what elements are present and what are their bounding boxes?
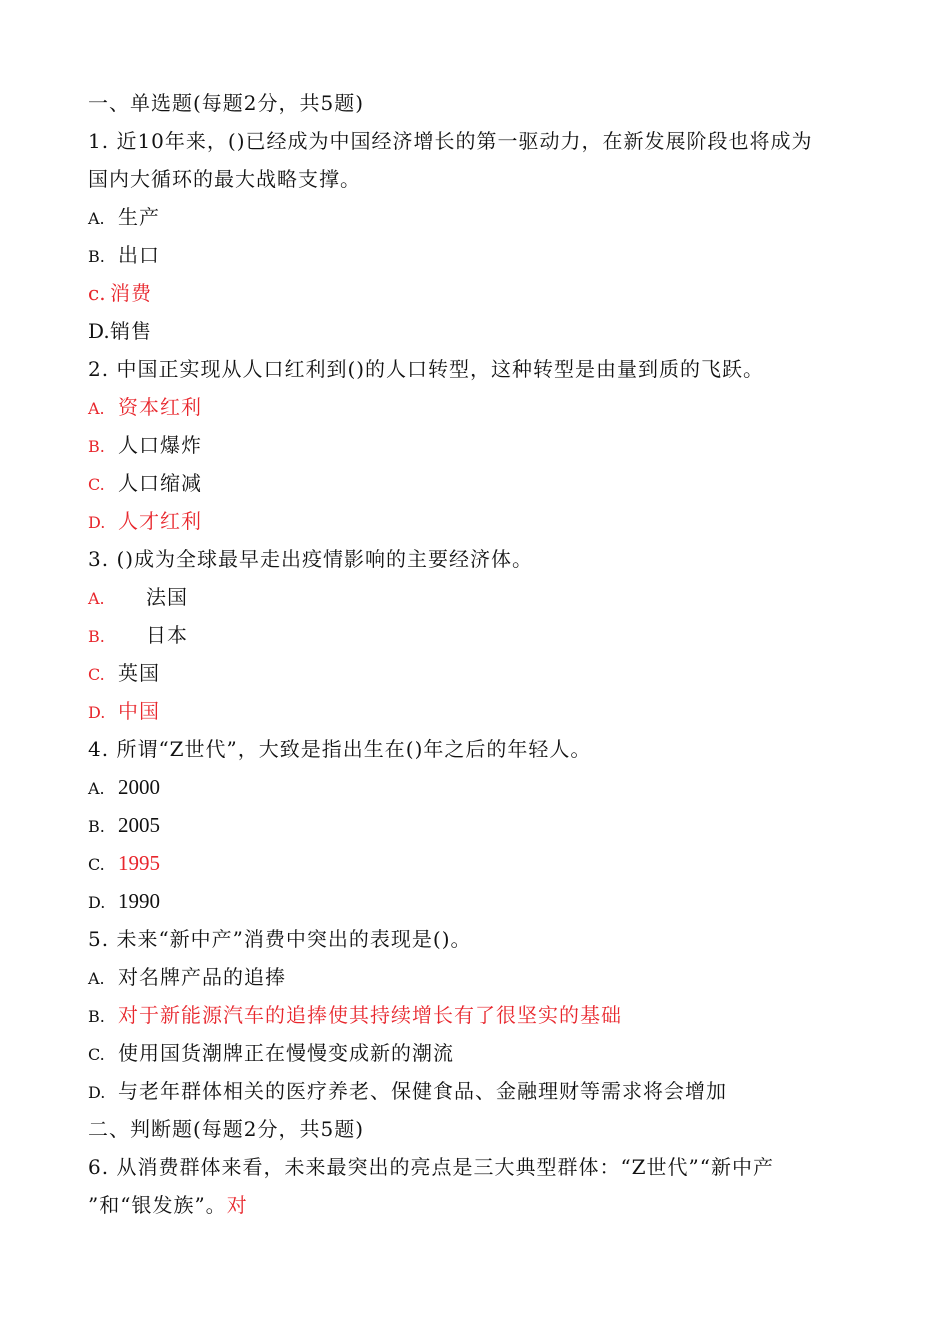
q5-option-d-text: 与老年群体相关的医疗养老、保健食品、金融理财等需求将会增加 (118, 1079, 727, 1103)
exam-document (88, 84, 878, 1224)
q6-stem-line2-text: ”和“银发族”。 (88, 1193, 227, 1217)
q2-option-a-text: 资本红利 (118, 395, 202, 419)
q1-option-c-answer (88, 274, 878, 312)
q4-option-c-text-answer: 1995 (118, 851, 160, 875)
q2-option-d-text: 人才红利 (118, 509, 202, 533)
q1-option-d-text: 销售 (110, 319, 152, 343)
section-header-true-false: 二、判断题(每题2分，共5题) (88, 1117, 365, 1141)
q1-option-d (88, 312, 878, 350)
q4-option-d-letter: D. (88, 893, 106, 912)
q5-option-c-text: 使用国货潮牌正在慢慢变成新的潮流 (118, 1041, 454, 1065)
q1-option-b (88, 236, 878, 274)
q2-option-b-letter: B. (88, 437, 105, 456)
q2-stem: 2. 中国正实现从人口红利到()的人口转型，这种转型是由量到质的飞跃。 (88, 357, 765, 381)
q1-option-b-letter: B. (88, 247, 105, 266)
q5-option-b-text-answer: 对于新能源汽车的追捧使其持续增长有了很坚实的基础 (118, 1003, 622, 1027)
q2-option-b (88, 426, 878, 464)
q5-option-a-text: 对名牌产品的追捧 (118, 965, 286, 989)
q4-option-b-letter: B. (88, 817, 105, 836)
q4-option-b (88, 806, 878, 844)
q2-option-c-letter: C. (88, 475, 105, 494)
q5-option-a-letter: A. (88, 969, 105, 988)
q6-answer: 对 (226, 1193, 248, 1217)
q1-option-a-text: 生产 (118, 205, 160, 229)
q5-option-c-letter: C. (88, 1045, 105, 1064)
q3-option-a (88, 578, 878, 616)
q6-stem-line2 (88, 1186, 878, 1224)
q6-stem-line1: 6. 从消费群体来看，未来最突出的亮点是三大典型群体：“Z世代”“新中产 (88, 1155, 775, 1179)
q4-stem: 4. 所谓“Z世代”，大致是指出生在()年之后的年轻人。 (88, 737, 592, 761)
q1-option-d-letter: D. (88, 319, 110, 343)
q1-stem-line2: 国内大循环的最大战略支撑。 (88, 167, 361, 191)
q1-option-b-text: 出口 (118, 243, 160, 267)
q1-option-c-letter: c. (88, 281, 106, 305)
q4-option-d-text: 1990 (118, 889, 160, 913)
q1-option-a-letter: A. (88, 209, 105, 228)
q5-option-d-letter: D. (88, 1083, 106, 1102)
q3-option-b (88, 616, 878, 654)
q3-option-c-text: 英国 (118, 661, 160, 685)
q3-option-a-text: 法国 (146, 585, 188, 609)
q3-option-c (88, 654, 878, 692)
q2-option-d-letter: D. (88, 513, 106, 532)
q4-option-c (88, 844, 878, 882)
q2-option-c-text: 人口缩减 (118, 471, 202, 495)
q5-option-a (88, 958, 878, 996)
q3-option-b-text: 日本 (146, 623, 188, 647)
q3-option-d-text: 中国 (118, 699, 160, 723)
q5-option-b (88, 996, 878, 1034)
q5-option-d (88, 1072, 878, 1110)
q5-option-b-letter: B. (88, 1007, 105, 1026)
q1-option-c-text: 消费 (110, 281, 152, 305)
q2-option-a-answer (88, 388, 878, 426)
q4-option-a-text: 2000 (118, 775, 160, 799)
q4-option-a (88, 768, 878, 806)
q3-option-d-letter: D. (88, 703, 106, 722)
q3-option-c-letter: C. (88, 665, 105, 684)
q2-option-c (88, 464, 878, 502)
section-header-single-choice: 一、单选题(每题2分，共5题) (88, 91, 365, 115)
q2-option-a-letter: A. (88, 399, 105, 418)
q3-option-b-letter: B. (88, 627, 105, 646)
q2-option-b-text: 人口爆炸 (118, 433, 202, 457)
q1-stem-line1: 1. 近10年来，()已经成为中国经济增长的第一驱动力，在新发展阶段也将成为 (88, 129, 813, 153)
q2-option-d-answer (88, 502, 878, 540)
q1-option-a (88, 198, 878, 236)
q3-stem: 3. ()成为全球最早走出疫情影响的主要经济体。 (88, 547, 534, 571)
q4-option-c-letter: C. (88, 855, 105, 874)
q4-option-a-letter: A. (88, 779, 105, 798)
q5-stem: 5. 未来“新中产”消费中突出的表现是()。 (88, 927, 472, 951)
q3-option-d-answer (88, 692, 878, 730)
q4-option-d (88, 882, 878, 920)
q3-option-a-letter: A. (88, 589, 105, 608)
q5-option-c (88, 1034, 878, 1072)
q4-option-b-text: 2005 (118, 813, 160, 837)
